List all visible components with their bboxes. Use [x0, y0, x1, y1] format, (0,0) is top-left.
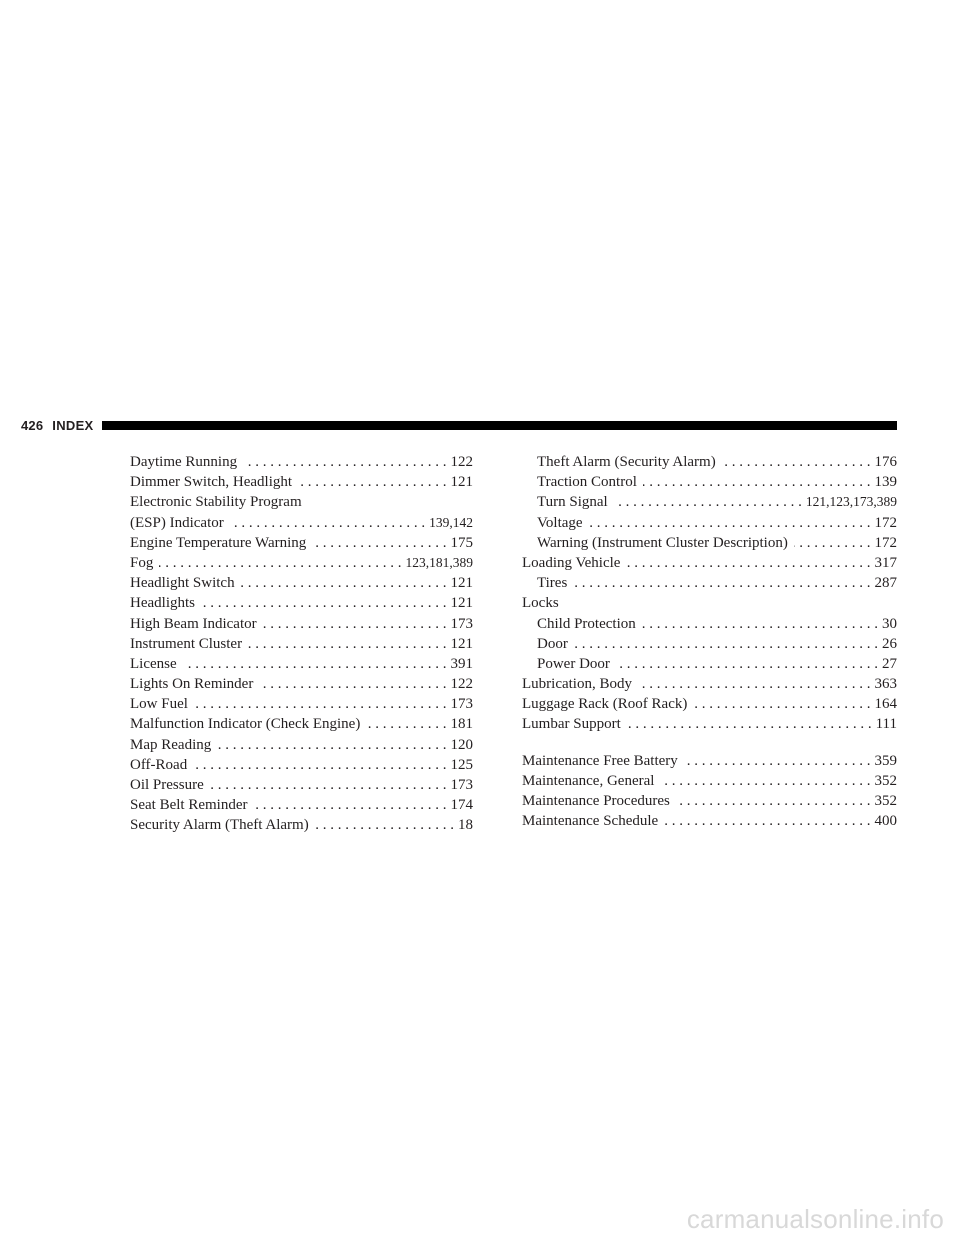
- index-entry: [522, 811, 897, 831]
- index-term: Fog: [130, 554, 154, 571]
- dot-leader: [253, 795, 446, 815]
- index-entry: [130, 775, 473, 795]
- index-term: Maintenance, General: [522, 772, 655, 789]
- dot-leader: [660, 771, 870, 791]
- index-entry: [130, 452, 473, 472]
- dot-leader: [248, 634, 446, 654]
- index-column-left: [130, 452, 473, 836]
- index-term: Instrument Cluster: [130, 635, 243, 652]
- index-term: Electronic Stability Program: [130, 494, 302, 511]
- index-term: Locks: [522, 595, 559, 612]
- index-page-ref: 120: [450, 736, 473, 753]
- dot-leader: [589, 513, 871, 533]
- index-entry: [130, 795, 473, 815]
- header-rule: [102, 421, 897, 430]
- index-page-ref: 30: [882, 615, 897, 632]
- index-term: Traction Control: [537, 474, 637, 491]
- index-page-ref: 172: [874, 534, 897, 551]
- index-page-ref: 121: [450, 595, 473, 612]
- index-entry: [130, 694, 473, 714]
- index-entry: [130, 593, 473, 613]
- index-page-ref: 139: [874, 474, 897, 491]
- dot-leader: [684, 751, 871, 771]
- index-term: (ESP) Indicator: [130, 514, 224, 531]
- index-page-ref: 176: [874, 454, 897, 470]
- index-entry: [522, 452, 897, 472]
- dot-leader: [643, 472, 871, 492]
- dot-leader: [210, 775, 447, 795]
- index-entry: [522, 573, 897, 593]
- index-term: Theft Alarm (Security Alarm): [537, 454, 716, 470]
- dot-leader: [315, 815, 454, 835]
- index-term: Lumbar Support: [522, 716, 621, 733]
- index-page-ref: 363: [874, 676, 897, 693]
- index-term: License: [130, 655, 177, 672]
- index-term: Malfunction Indicator (Check Engine): [130, 716, 361, 733]
- index-term: Headlights: [130, 595, 195, 612]
- index-entry: [130, 815, 473, 835]
- index-page-ref: 352: [874, 772, 897, 789]
- index-page-ref: 18: [458, 817, 473, 834]
- dot-leader: [627, 714, 872, 734]
- dot-leader: [642, 614, 878, 634]
- index-page-ref: 123,181,389: [405, 554, 473, 570]
- index-entry: [130, 634, 473, 654]
- index-entry: [130, 735, 473, 755]
- dot-leader: [616, 654, 878, 674]
- index-entry: [130, 533, 473, 553]
- dot-leader: [183, 654, 447, 674]
- index-term: Maintenance Free Battery: [522, 752, 678, 769]
- index-page-ref: 125: [450, 756, 473, 773]
- index-entry: [130, 674, 473, 694]
- dot-leader: [614, 492, 802, 512]
- index-term: Low Fuel: [130, 696, 188, 713]
- index-term: Map Reading: [130, 736, 212, 753]
- index-page-ref: 175: [450, 534, 473, 551]
- index-term: Child Protection: [537, 615, 636, 632]
- index-term: Security Alarm (Theft Alarm): [130, 817, 309, 834]
- dot-leader: [193, 755, 446, 775]
- dot-leader: [676, 791, 871, 811]
- index-entry: [522, 614, 897, 634]
- index-entry: [522, 791, 897, 811]
- index-page-ref: 287: [874, 575, 897, 592]
- index-page-ref: 400: [874, 813, 897, 830]
- dot-leader: [194, 694, 447, 714]
- index-entry: [522, 472, 897, 492]
- index-entry: [522, 634, 897, 654]
- index-term: Daytime Running: [130, 454, 238, 470]
- index-entry: [522, 492, 897, 512]
- dot-leader: [159, 553, 401, 573]
- index-page-ref: 359: [874, 752, 897, 769]
- index-term: Seat Belt Reminder: [130, 797, 248, 814]
- page-number: 426: [21, 417, 44, 433]
- index-page-ref: 139,142: [429, 514, 473, 530]
- index-term: Oil Pressure: [130, 777, 204, 793]
- index-page-ref: 122: [450, 454, 473, 470]
- index-page-ref: 122: [450, 676, 473, 693]
- index-page-ref: 27: [882, 655, 897, 672]
- index-entry: [130, 755, 473, 775]
- index-entry: [522, 513, 897, 533]
- dot-leader: [366, 714, 446, 734]
- index-term: Luggage Rack (Roof Rack): [522, 696, 688, 713]
- dot-leader: [626, 553, 870, 573]
- index-entry: [115, 513, 473, 533]
- index-page-ref: 111: [875, 716, 897, 733]
- index-entry: [130, 614, 473, 634]
- index-entry: [522, 771, 897, 791]
- index-term: Loading Vehicle: [522, 554, 621, 571]
- index-entry: [522, 533, 897, 553]
- index-page-ref: 121: [450, 575, 473, 592]
- index-page-ref: 173: [450, 615, 473, 632]
- index-term: Tires: [537, 575, 568, 592]
- dot-leader: [259, 674, 446, 694]
- index-term: Voltage: [537, 514, 583, 531]
- index-entry: [522, 694, 897, 714]
- dot-leader: [217, 735, 446, 755]
- index-entry: [130, 714, 473, 734]
- index-term: Warning (Instrument Cluster Description): [537, 534, 788, 551]
- index-term: Headlight Switch: [130, 575, 235, 592]
- index-term: Turn Signal: [537, 494, 608, 511]
- index-entry: [522, 593, 897, 613]
- index-entry: [130, 492, 473, 512]
- index-page-ref: 317: [874, 554, 897, 571]
- dot-leader: [638, 674, 871, 694]
- index-page-ref: 352: [874, 793, 897, 809]
- index-term: Dimmer Switch, Headlight: [130, 474, 293, 491]
- index-entry: [522, 674, 897, 694]
- dot-leader: [574, 634, 878, 654]
- index-entry: [522, 553, 897, 573]
- index-entry: [130, 553, 473, 573]
- index-term: Maintenance Procedures: [522, 793, 670, 809]
- index-page-ref: 391: [450, 655, 473, 672]
- index-term: Off-Road: [130, 756, 188, 773]
- index-term: High Beam Indicator: [130, 615, 257, 632]
- dot-leader: [230, 513, 425, 533]
- index-entry: [522, 714, 897, 734]
- index-page-ref: 164: [874, 696, 897, 713]
- page-header: [21, 417, 897, 433]
- index-page-ref: 181: [450, 716, 473, 733]
- index-entry: [522, 654, 897, 674]
- index-term: Lights On Reminder: [130, 676, 254, 693]
- index-entry: [130, 472, 473, 492]
- index-term: Engine Temperature Warning: [130, 534, 307, 551]
- dot-leader: [693, 694, 870, 714]
- dot-leader: [573, 573, 870, 593]
- section-title: INDEX: [52, 417, 94, 433]
- index-page-ref: 26: [882, 635, 897, 652]
- index-column-right: [522, 452, 897, 831]
- index-page-ref: 174: [450, 797, 473, 814]
- index-term: Door: [537, 635, 568, 652]
- dot-leader: [298, 472, 446, 492]
- index-page-ref: 173: [450, 777, 473, 793]
- index-term: Power Door: [537, 655, 610, 672]
- dot-leader: [243, 452, 446, 472]
- index-entry: [522, 751, 897, 771]
- dot-leader: [722, 452, 871, 472]
- index-term: Maintenance Schedule: [522, 813, 659, 830]
- dot-leader: [794, 533, 871, 553]
- watermark: carmanualsonline.info: [686, 1204, 944, 1234]
- index-page-ref: 121: [450, 474, 473, 491]
- dot-leader: [201, 593, 447, 613]
- dot-leader: [312, 533, 446, 553]
- index-page-ref: 121: [450, 635, 473, 652]
- index-page-ref: 121,123,173,389: [805, 494, 897, 510]
- index-entry: [130, 573, 473, 593]
- dot-leader: [263, 614, 447, 634]
- dot-leader: [664, 811, 870, 831]
- index-entry: [130, 654, 473, 674]
- index-term: Lubrication, Body: [522, 676, 632, 693]
- index-page-ref: 172: [874, 514, 897, 531]
- index-page-ref: 173: [450, 696, 473, 713]
- dot-leader: [241, 573, 447, 593]
